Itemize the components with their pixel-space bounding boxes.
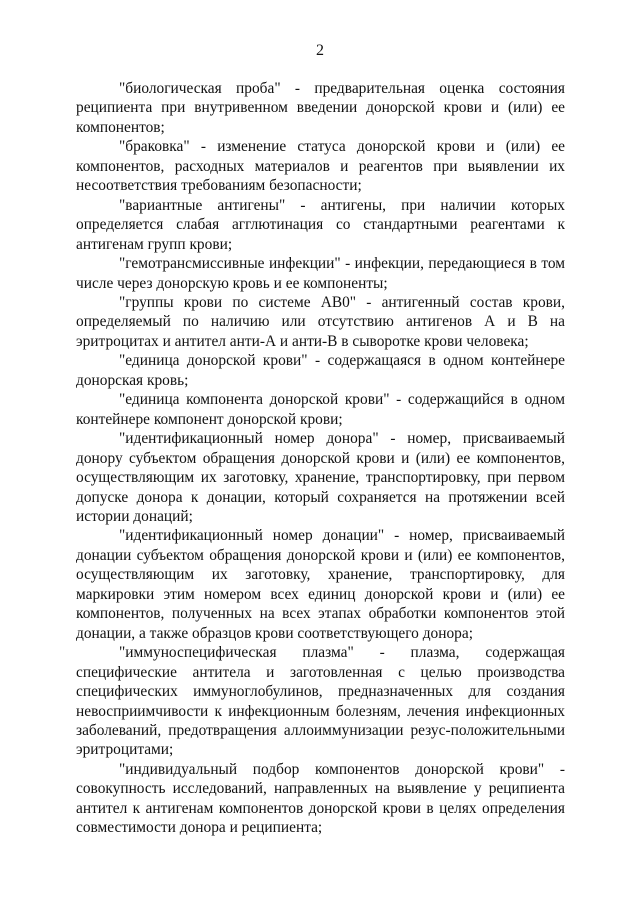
document-body [76, 79, 565, 838]
definition-paragraph: "группы крови по системе АВ0" - антигенный состав крови, определяемый по наличию или отсутствию антигенов А и В на эритроцитах и антител анти-А и анти-В в сыворотке крови человека; [76, 293, 565, 350]
definition-paragraph: "индивидуальный подбор компонентов донорской крови" - совокупность исследований, направленных на выявление у реципиента антител к антигенам компонентов донорской крови в целях определения совместимости донора и реципиента; [76, 760, 565, 837]
definition-paragraph: "идентификационный номер донора" - номер, присваиваемый донору субъектом обращения донорской крови и (или) ее компонентов, осуществляющим их заготовку, хранение, транспортировку, при первом допуске донора к донации, который сохраняется на протяжении всей истории донаций; [76, 430, 565, 525]
definition-paragraph: "идентификационный номер донации" - номер, присваиваемый донации субъектом обращения донорской крови и (или) ее компонентов, осуществляющим их заготовку, хранение, транспортировку, для маркировки этим номером всех единиц донорской крови и (или) ее компонентов, полученных на всех этапах обработки компонентов этой донации, а также образцов крови соответствующего донора; [76, 527, 565, 642]
definition-paragraph: "вариантные антигены" - антигены, при наличии которых определяется слабая агглютинация со стандартными реагентами к антигенам групп крови; [76, 196, 565, 253]
definition-paragraph: "единица компонента донорской крови" - содержащийся в одном контейнере компонент донорской крови; [76, 391, 565, 428]
definition-paragraph: "иммуноспецифическая плазма" - плазма, содержащая специфические антитела и заготовленная с целью производства специфических иммуноглобулинов, предназначенных для создания невосприимчивости к инфекционным болезням, лечения инфекционных заболеваний, предотвращения аллоиммунизации резус-положительными эритроцитами; [76, 644, 565, 759]
definition-paragraph: "гемотрансмиссивные инфекции" - инфекции, передающиеся в том числе через донорскую кровь и ее компоненты; [76, 255, 565, 292]
page-number: 2 [316, 42, 324, 59]
definition-paragraph: "браковка" - изменение статуса донорской крови и (или) ее компонентов, расходных материалов и реагентов при выявлении их несоответствия требованиям безопасности; [76, 138, 565, 195]
definition-paragraph: "единица донорской крови" - содержащаяся в одном контейнере донорская кровь; [76, 352, 565, 389]
definition-paragraph: "биологическая проба" - предварительная оценка состояния реципиента при внутривенном введении донорской крови и (или) ее компонентов; [76, 80, 565, 136]
